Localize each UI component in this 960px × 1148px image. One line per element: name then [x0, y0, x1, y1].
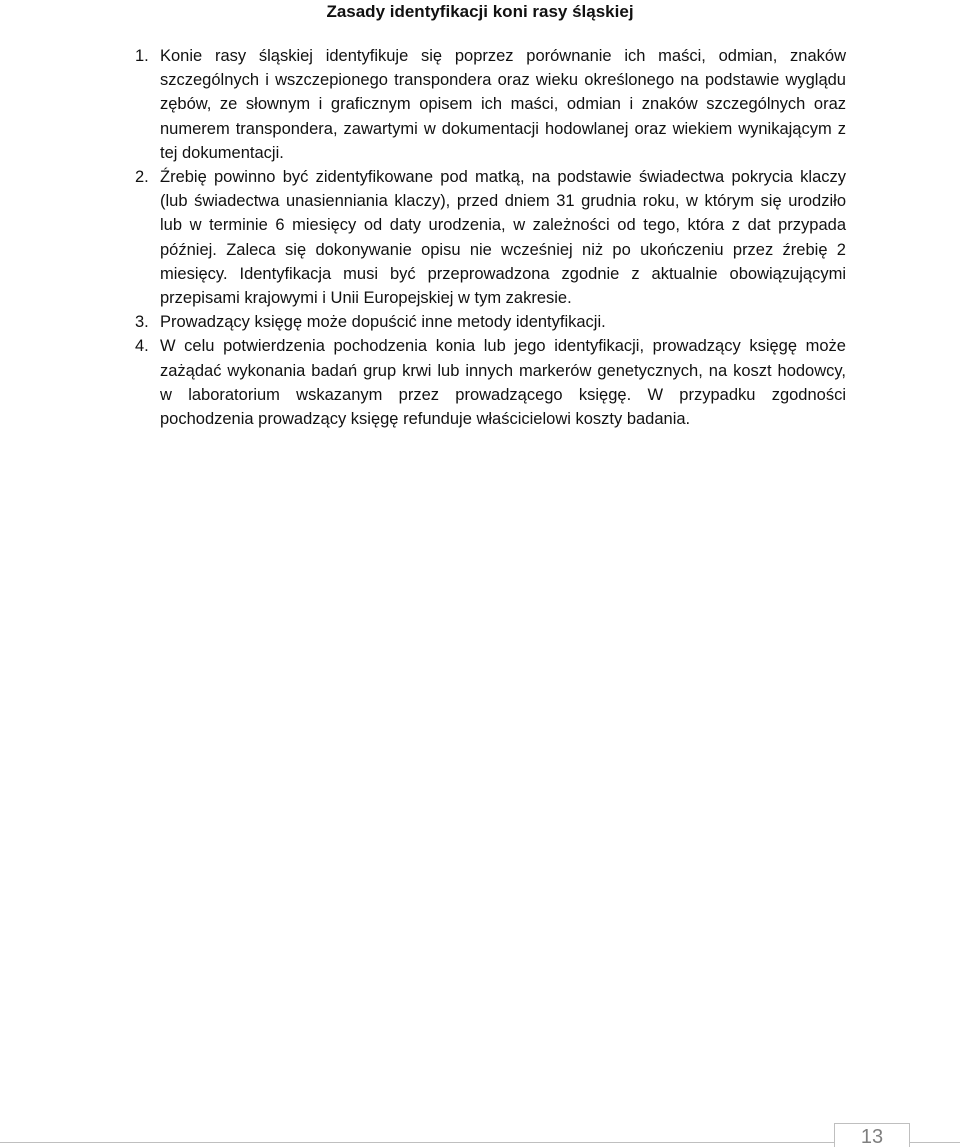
list-item-number: 3. [135, 313, 149, 332]
list-item [135, 44, 846, 165]
page-number-box [834, 1123, 910, 1147]
list-item [135, 310, 846, 334]
list-item [135, 334, 846, 431]
document-body [135, 44, 846, 431]
page-number: 13 [860, 1126, 884, 1148]
list-item-text: W celu potwierdzenia pochodzenia konia lub jego identyfikacji, prowadzący księgę może zażądać wykonania badań grup krwi lub innych markerów genetycznych, na koszt hodowcy, w laboratorium wskazanym przez prowadzącego księgę. W przypadku zgodności pochodzenia prowadzący księgę refunduje właścicielowi koszty badania. [160, 337, 846, 429]
list-item-text: Prowadzący księgę może dopuścić inne metody identyfikacji. [160, 313, 606, 332]
list-item [135, 165, 846, 310]
list-item-text: Konie rasy śląskiej identyfikuje się poprzez porównanie ich maści, odmian, znaków szczególnych i wszczepionego transpondera oraz wieku określonego na podstawie wyglądu zębów, ze słownym i graficznym opisem ich maści, odmian i znaków szczególnych oraz numerem transpondera, zawartymi w dokumentacji hodowlanej oraz wiekiem wynikającym z tej dokumentacji. [160, 47, 846, 162]
list-item-number: 1. [135, 47, 149, 65]
list-item-number: 4. [135, 337, 149, 356]
list-item-number: 2. [135, 168, 149, 187]
page-title: Zasady identyfikacji koni rasy śląskiej [326, 2, 634, 21]
footer-divider [0, 1142, 960, 1143]
list-item-text: Źrebię powinno być zidentyfikowane pod matką, na podstawie świadectwa pokrycia klaczy (lub świadectwa unasienniania klaczy), przed dniem 31 grudnia roku, w którym się urodziło lub w terminie 6 miesięcy od daty urodzenia, w zależności od tego, która z dat przypada później. Zaleca się dokonywanie opisu nie wcześniej niż po ukończeniu przez źrebię 2 miesięcy. Identyfikacja musi być przeprowadzona zgodnie z aktualnie obowiązującymi przepisami krajowymi i Unii Europejskiej w tym zakresie. [160, 168, 846, 308]
